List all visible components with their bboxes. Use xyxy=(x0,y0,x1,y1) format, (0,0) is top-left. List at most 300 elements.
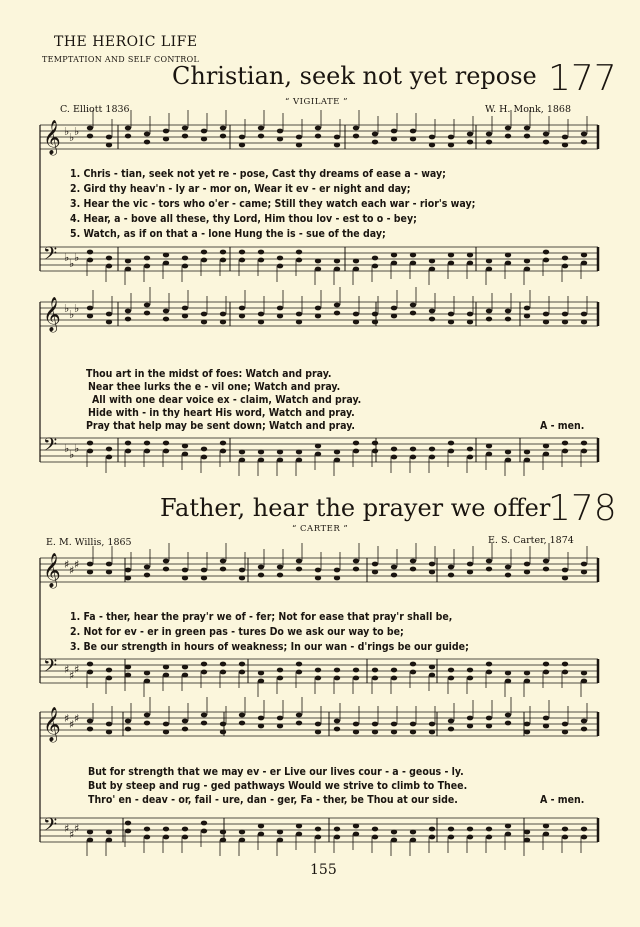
hymn-177-system-2-note xyxy=(163,441,169,446)
hymn-178-system-1-note xyxy=(239,568,245,573)
page-number: 155 xyxy=(310,862,337,878)
hymn-177-system-2-note xyxy=(258,312,264,317)
hymn-177-system-2-note xyxy=(353,449,359,454)
hymn-178-system-1-note xyxy=(543,567,549,572)
hymn-178-system-2-note xyxy=(562,835,568,840)
hymn-178-system-2-note xyxy=(277,830,283,835)
hymn-178-system-2-note xyxy=(410,838,416,843)
hymn-177-system-2-note xyxy=(315,444,321,449)
hymn-177-system-2-note xyxy=(353,320,359,325)
hymn-178-system-2-note xyxy=(106,722,112,727)
hymn-178-system-2-note xyxy=(524,838,530,843)
hymn-177-system-1-note xyxy=(182,256,188,261)
hymn-177-system-1-note xyxy=(296,135,302,140)
hymn-178-system-2-note xyxy=(239,713,245,718)
hymn-177-system-2-note xyxy=(448,449,454,454)
hymn-177-system-2-note xyxy=(467,312,473,317)
hymn-178-system-2-note xyxy=(106,838,112,843)
hymn-177-system-1-key-icon: ♭ xyxy=(64,251,70,264)
hymn-177-system-1-note xyxy=(410,261,416,266)
hymn-177-system-1-note xyxy=(296,250,302,255)
hymn-178-system-2-note xyxy=(106,730,112,735)
hymn-177-system-2-key-icon: ♭ xyxy=(69,448,75,461)
hymn-178-system-1-note xyxy=(201,670,207,675)
hymn-177-system-2-note xyxy=(239,458,245,463)
hymn-178-system-1-note xyxy=(391,565,397,570)
hymn-178-system-2-note xyxy=(334,827,340,832)
hymn-178-system-1-note xyxy=(106,562,112,567)
hymn-178-system-2-note xyxy=(277,716,283,721)
hymn-177-system-2-note xyxy=(277,306,283,311)
hymn-178-system-2-note xyxy=(562,722,568,727)
hymn-178-system-2-note xyxy=(239,830,245,835)
hymn-178-system-1-note xyxy=(562,576,568,581)
hymn-178-system-1-note xyxy=(334,668,340,673)
hymn-177-system-2-note xyxy=(448,441,454,446)
hymn-178-system-1-note xyxy=(505,573,511,578)
hymn-178-system-2-note xyxy=(277,724,283,729)
hymn-178-composer: E. S. Carter, 1874 xyxy=(488,535,574,546)
hymn-178-system-1-note xyxy=(125,665,131,670)
hymn-178-system-1-note xyxy=(296,559,302,564)
hymn-178-system-1-note xyxy=(486,662,492,667)
hymn-177-amen: A - men. xyxy=(540,420,585,432)
hymn-177-system-1-note xyxy=(581,253,587,258)
hymn-177-system-1-note xyxy=(505,253,511,258)
hymn-177-system-2-note xyxy=(429,447,435,452)
hymn-178-system-1-note xyxy=(353,676,359,681)
hymn-177-system-2-note xyxy=(220,320,226,325)
hymn-177-system-1-note xyxy=(220,126,226,131)
hymn-177-system-2-note xyxy=(239,306,245,311)
hymn-178-system-1-note xyxy=(87,562,93,567)
hymn-177-system-2-note xyxy=(201,447,207,452)
hymn-178-system-2-note xyxy=(467,716,473,721)
hymn-177-system-2-note xyxy=(334,450,340,455)
hymn-178-verse-3-line-1: 3. Be our strength in hours of weakness; In our wan - d'rings be our guide; xyxy=(70,641,469,653)
hymn-177-system-2-note xyxy=(562,441,568,446)
hymn-178-system-2-note xyxy=(201,829,207,834)
hymn-177-system-2-note xyxy=(410,447,416,452)
hymn-177-system-1-note xyxy=(410,129,416,134)
hymn-178-system-2-note xyxy=(543,832,549,837)
hymn-177-system-2-note xyxy=(258,450,264,455)
hymn-177-system-2-note xyxy=(296,450,302,455)
hymn-178-system-1-note xyxy=(467,676,473,681)
hymn-177-system-1-note xyxy=(258,258,264,263)
hymn-177-system-2-note xyxy=(125,309,131,314)
hymn-177-system-2-note xyxy=(524,314,530,319)
hymn-178-system-1-note xyxy=(410,662,416,667)
hymn-177-system-1-note xyxy=(410,253,416,258)
hymn-178-system-2-note xyxy=(372,835,378,840)
hymn-178-system-1-note xyxy=(467,570,473,575)
hymn-178-system-2-note xyxy=(201,713,207,718)
hymn-178-system-1-note xyxy=(524,562,530,567)
hymn-178-system-1-note xyxy=(353,567,359,572)
hymn-178-system-1-note xyxy=(144,573,150,578)
hymn-178-system-2-note xyxy=(353,832,359,837)
hymn-178-system-1-note xyxy=(448,668,454,673)
hymn-177-system-1-note xyxy=(87,134,93,139)
hymn-178-system-1-note xyxy=(372,676,378,681)
hymn-178-system-2-note xyxy=(581,827,587,832)
hymn-178-system-2-note xyxy=(543,716,549,721)
hymn-177-system-1-note xyxy=(163,261,169,266)
hymn-178-system-1-note xyxy=(524,679,530,684)
hymn-178-system-2-note xyxy=(486,724,492,729)
hymn-177-system-1-note xyxy=(372,140,378,145)
hymn-177-system-1-note xyxy=(467,132,473,137)
hymn-177-system-1-note xyxy=(410,137,416,142)
hymn-178-system-2-key-icon: ♯ xyxy=(69,718,75,731)
hymn-178-system-1-note xyxy=(581,562,587,567)
hymn-178-system-1-note xyxy=(467,562,473,567)
hymn-177-system-1-note xyxy=(144,140,150,145)
hymn-178-system-1-note xyxy=(125,576,131,581)
hymn-177-system-2-note xyxy=(201,455,207,460)
hymn-177-system-1-note xyxy=(125,134,131,139)
hymn-178-system-1-note xyxy=(581,679,587,684)
hymn-177-verse-4-line-2: Hide with - in thy heart His word, Watch and pray. xyxy=(88,407,355,419)
hymn-178-system-1-note xyxy=(315,568,321,573)
hymn-178-system-1-note xyxy=(239,576,245,581)
hymn-178-author: E. M. Willis, 1865 xyxy=(46,537,132,548)
hymn-178-system-2-note xyxy=(315,730,321,735)
hymn-177-system-1-note xyxy=(334,259,340,264)
hymn-177-system-1-note xyxy=(372,132,378,137)
hymn-177-system-1-note xyxy=(391,253,397,258)
hymn-177-system-2-note xyxy=(334,303,340,308)
hymn-178-system-1-note xyxy=(372,562,378,567)
hymn-178-system-1-note xyxy=(125,568,131,573)
hymn-177-system-2-note xyxy=(334,311,340,316)
hymn-178-system-2-key-icon: ♯ xyxy=(64,822,70,835)
hymn-178-system-2-key-icon: ♯ xyxy=(74,822,80,835)
hymn-177-system-2-note xyxy=(182,452,188,457)
hymn-178-amen: A - men. xyxy=(540,794,585,806)
hymn-177-system-2-note xyxy=(391,314,397,319)
hymn-177-system-2-note xyxy=(220,312,226,317)
hymn-177-system-2-note xyxy=(353,441,359,446)
hymn-178-system-2-note xyxy=(334,727,340,732)
hymn-178-system-2-note xyxy=(182,835,188,840)
hymn-177-system-1-note xyxy=(201,258,207,263)
hymn-178-tune: “ CARTER ” xyxy=(292,524,349,534)
hymn-178-system-1-note xyxy=(581,671,587,676)
hymn-178-system-1-note xyxy=(315,576,321,581)
hymn-178-system-2-note xyxy=(524,722,530,727)
hymn-177-system-1-note xyxy=(277,129,283,134)
hymn-178-system-1-note xyxy=(277,573,283,578)
hymn-177-system-1-note xyxy=(163,129,169,134)
hymn-178-system-1-note xyxy=(239,670,245,675)
hymn-178-system-2-note xyxy=(467,724,473,729)
hymn-177-system-2-note xyxy=(277,450,283,455)
hymn-177-system-2-note xyxy=(543,452,549,457)
hymn-178-system-2-note xyxy=(334,719,340,724)
hymn-178-system-2-note xyxy=(125,821,131,826)
hymn-177-system-1-note xyxy=(562,256,568,261)
hymn-178-system-1-note xyxy=(163,673,169,678)
hymn-178-system-1-note xyxy=(182,576,188,581)
hymn-178-system-2-note xyxy=(543,824,549,829)
hymn-177-system-1-note xyxy=(372,256,378,261)
hymn-177-system-2-note xyxy=(467,320,473,325)
hymn-178-system-2-note xyxy=(581,835,587,840)
hymn-178-system-2-note xyxy=(562,827,568,832)
hymn-178-system-2-note xyxy=(125,719,131,724)
hymn-177-system-2-note xyxy=(106,312,112,317)
hymn-177-system-2-note xyxy=(144,449,150,454)
hymn-178-system-1-note xyxy=(220,559,226,564)
hymn-177-system-1-note xyxy=(372,264,378,269)
hymn-177-system-1-treble-clef-icon: 𝄞 xyxy=(43,120,61,155)
hymn-178-system-1-note xyxy=(486,670,492,675)
hymn-177-system-1-note xyxy=(334,135,340,140)
hymn-177-system-2-note xyxy=(429,317,435,322)
hymn-178-system-1-note xyxy=(562,670,568,675)
hymn-177-system-1-note xyxy=(277,137,283,142)
hymn-178-system-2-note xyxy=(486,716,492,721)
hymn-178-system-1-note xyxy=(125,673,131,678)
hymn-178-system-2-note xyxy=(220,722,226,727)
hymn-177-verse-2-line-2: Near thee lurks the e - vil one; Watch and pray. xyxy=(88,381,341,393)
hymn-177-system-2-note xyxy=(524,458,530,463)
hymn-177-system-2-note xyxy=(87,314,93,319)
hymn-177-system-2-note xyxy=(144,311,150,316)
hymn-177-system-1-key-icon: ♭ xyxy=(74,251,80,264)
hymn-178-system-1-note xyxy=(391,668,397,673)
hymn-177-system-2-note xyxy=(258,320,264,325)
hymn-178-system-1-note xyxy=(87,570,93,575)
hymn-178-system-2-note xyxy=(372,722,378,727)
hymn-177-system-2-note xyxy=(372,320,378,325)
hymn-177-system-1-note xyxy=(429,135,435,140)
hymn-177-system-1-key-icon: ♭ xyxy=(64,125,70,138)
hymn-178-system-1-note xyxy=(429,673,435,678)
hymn-178-system-2-note xyxy=(410,722,416,727)
hymn-178-system-2-note xyxy=(220,830,226,835)
hymn-177-system-2-note xyxy=(505,450,511,455)
hymn-178-system-2-note xyxy=(125,727,131,732)
hymn-177-system-1-key-icon: ♭ xyxy=(69,131,75,144)
hymn-178-system-1-note xyxy=(562,568,568,573)
hymn-177-system-1-note xyxy=(315,126,321,131)
hymn-178-system-2-note xyxy=(562,730,568,735)
hymn-178-system-2-note xyxy=(201,821,207,826)
hymn-177-system-2-note xyxy=(106,455,112,460)
hymn-177-system-2-note xyxy=(448,312,454,317)
hymn-178-system-1-note xyxy=(391,676,397,681)
hymn-177-system-1-note xyxy=(106,143,112,148)
hymn-178-system-2-note xyxy=(220,730,226,735)
hymn-178-system-2-key-icon: ♯ xyxy=(69,828,75,841)
hymn-177-system-2-note xyxy=(220,441,226,446)
hymn-177-system-1-note xyxy=(163,137,169,142)
hymn-177-system-2-treble-clef-icon: 𝄞 xyxy=(43,297,61,332)
hymn-177-system-2-note xyxy=(353,312,359,317)
hymn-178-system-1-key-icon: ♯ xyxy=(64,663,70,676)
hymn-178-system-2-note xyxy=(315,827,321,832)
hymn-178-system-1-note xyxy=(391,573,397,578)
hymn-177-system-2-note xyxy=(486,309,492,314)
hymn-177-system-2-note xyxy=(505,309,511,314)
hymn-177-system-1-note xyxy=(467,261,473,266)
hymn-178-system-1-note xyxy=(87,670,93,675)
hymn-178-system-2-note xyxy=(163,730,169,735)
hymn-177-verse-1-line-1: 1. Chris - tian, seek not yet re - pose, Cast thy dreams of ease a - way; xyxy=(70,168,446,180)
hymn-177-system-2-note xyxy=(106,320,112,325)
hymn-177-system-1-note xyxy=(562,143,568,148)
hymn-177-system-2-note xyxy=(315,452,321,457)
hymn-178-system-2-note xyxy=(87,838,93,843)
hymn-178-system-2-note xyxy=(505,721,511,726)
hymn-177-system-2-note xyxy=(296,458,302,463)
hymn-177-system-2-note xyxy=(315,306,321,311)
hymn-178-title: Father, hear the prayer we offer xyxy=(160,494,551,522)
hymn-177-system-2-note xyxy=(144,441,150,446)
hymn-178-system-2-note xyxy=(391,830,397,835)
hymn-178-system-1-note xyxy=(87,662,93,667)
hymn-177-system-2-note xyxy=(562,320,568,325)
hymn-178-system-2-note xyxy=(87,727,93,732)
hymn-178-system-1-note xyxy=(201,568,207,573)
hymn-178-system-2-note xyxy=(429,835,435,840)
hymn-178-system-2-key-icon: ♯ xyxy=(74,712,80,725)
hymn-178-system-1-note xyxy=(505,565,511,570)
hymn-178-system-2-note xyxy=(448,719,454,724)
hymn-177-system-2-note xyxy=(182,306,188,311)
hymn-177-system-2-note xyxy=(296,312,302,317)
hymn-177-system-1-note xyxy=(125,126,131,131)
hymn-177-system-1-note xyxy=(353,259,359,264)
hymn-177-system-2-note xyxy=(372,441,378,446)
hymn-177-system-1-note xyxy=(448,261,454,266)
hymn-177-system-1-note xyxy=(220,250,226,255)
hymn-178-system-1-note xyxy=(106,668,112,673)
hymn-178-system-1-note xyxy=(277,676,283,681)
hymn-177-system-1-note xyxy=(334,143,340,148)
hymn-177-author: C. Elliott 1836 xyxy=(60,104,130,115)
hymn-177-system-1-bass-clef-icon: 𝄢 xyxy=(43,244,58,269)
hymn-178-system-1-note xyxy=(220,662,226,667)
hymn-178-system-2-note xyxy=(144,721,150,726)
hymn-178-system-1-bass-clef-icon: 𝄢 xyxy=(43,656,58,681)
hymn-177-system-1-note xyxy=(258,134,264,139)
hymn-177-system-2-note xyxy=(334,458,340,463)
hymn-177-system-2-note xyxy=(486,317,492,322)
hymn-178-system-2-note xyxy=(505,713,511,718)
hymn-178-system-2-note xyxy=(467,835,473,840)
hymn-177-system-1-note xyxy=(144,132,150,137)
hymn-177-system-2-note xyxy=(182,314,188,319)
hymn-178-system-2-note xyxy=(87,830,93,835)
hymn-177-system-1-note xyxy=(486,267,492,272)
hymn-177-system-2-note xyxy=(562,312,568,317)
hymn-177-system-1-note xyxy=(467,253,473,258)
hymn-177-system-1-note xyxy=(144,264,150,269)
hymn-177-system-1-note xyxy=(201,129,207,134)
hymn-177-system-2-note xyxy=(467,455,473,460)
hymn-177-system-2-note xyxy=(429,309,435,314)
hymn-178-system-2-note xyxy=(182,827,188,832)
hymn-177-system-1-note xyxy=(448,135,454,140)
hymn-178-system-2-note xyxy=(486,835,492,840)
hymn-178-system-2-note xyxy=(429,722,435,727)
hymn-178-system-2-note xyxy=(391,730,397,735)
hymn-177-system-1-note xyxy=(239,258,245,263)
hymn-178-number: 178 xyxy=(548,488,617,529)
hymn-177-system-1-note xyxy=(87,126,93,131)
hymn-177-verse-4-line-1: 4. Hear, a - bove all these, thy Lord, Him thou lov - est to o - bey; xyxy=(70,213,417,225)
hymn-177-system-1-note xyxy=(239,143,245,148)
hymn-177-system-1-note xyxy=(315,267,321,272)
hymn-178-system-2-note xyxy=(372,730,378,735)
hymn-177-system-1-note xyxy=(258,126,264,131)
hymn-178-system-1-key-icon: ♯ xyxy=(74,558,80,571)
hymn-177-system-1-note xyxy=(467,140,473,145)
hymn-177-system-1-note xyxy=(106,135,112,140)
hymn-177-system-2-key-icon: ♭ xyxy=(74,442,80,455)
hymn-178-system-1-note xyxy=(505,679,511,684)
hymn-178-system-1-note xyxy=(581,570,587,575)
hymn-177-composer: W. H. Monk, 1868 xyxy=(485,104,572,115)
hymn-178-system-1-note xyxy=(467,668,473,673)
hymn-177-system-2-key-icon: ♭ xyxy=(64,442,70,455)
hymn-178-system-1-note xyxy=(486,567,492,572)
hymn-178-system-2-note xyxy=(220,838,226,843)
hymn-177-system-2-note xyxy=(315,314,321,319)
hymn-177-system-2-note xyxy=(239,450,245,455)
hymn-177-system-1-note xyxy=(391,261,397,266)
hymn-178-system-2-note xyxy=(581,719,587,724)
hymn-178-system-1-note xyxy=(296,662,302,667)
hymn-178-system-2-note xyxy=(391,838,397,843)
hymn-177-system-2-note xyxy=(125,441,131,446)
hymn-177-system-1-note xyxy=(87,250,93,255)
hymn-178-system-1-note xyxy=(448,676,454,681)
hymn-177-system-1-note xyxy=(391,137,397,142)
hymn-178-system-1-note xyxy=(182,665,188,670)
hymn-178-system-2-note xyxy=(296,824,302,829)
hymn-178-system-1-note xyxy=(543,559,549,564)
hymn-177-system-2-note xyxy=(410,303,416,308)
hymn-178-system-1-note xyxy=(505,671,511,676)
hymn-178-system-2-note xyxy=(448,827,454,832)
hymn-178-system-2-bass-clef-icon: 𝄢 xyxy=(43,815,58,840)
hymn-177-system-1-note xyxy=(296,143,302,148)
hymn-178-system-1-note xyxy=(353,668,359,673)
hymn-177-title: Christian, seek not yet repose xyxy=(172,62,537,90)
hymn-178-system-2-note xyxy=(296,713,302,718)
hymn-178-verse-2-line-2: But by steep and rug - ged pathways Would we strive to climb to Thee. xyxy=(88,780,468,792)
hymn-177-system-2-note xyxy=(505,317,511,322)
hymn-178-system-2-note xyxy=(429,827,435,832)
hymn-178-system-2-note xyxy=(258,724,264,729)
hymn-177-system-1-note xyxy=(524,134,530,139)
hymn-178-system-2-note xyxy=(258,824,264,829)
hymn-177-verse-3-line-1: 3. Hear the vic - tors who o'er - came; Still they watch each war - rior's way; xyxy=(70,198,476,210)
hymn-178-system-2-note xyxy=(144,827,150,832)
hymn-178-system-1-note xyxy=(543,670,549,675)
hymn-177-system-1-note xyxy=(220,258,226,263)
hymn-178-system-2-note xyxy=(524,830,530,835)
hymn-177-system-2-note xyxy=(581,320,587,325)
hymn-178-system-1-key-icon: ♯ xyxy=(74,663,80,676)
hymn-177-verse-1-line-2: Thou art in the midst of foes: Watch and pray. xyxy=(86,368,332,380)
hymn-177-system-2-note xyxy=(581,441,587,446)
